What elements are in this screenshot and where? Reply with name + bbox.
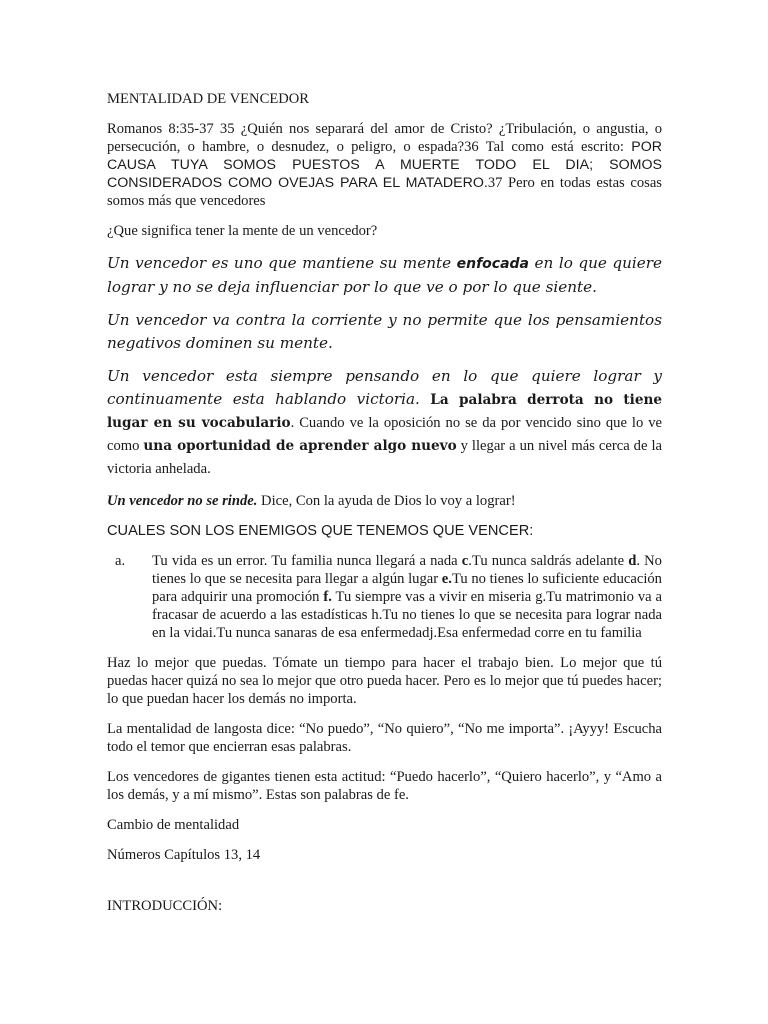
list-item bbox=[107, 552, 662, 642]
langosta-paragraph: La mentalidad de langosta dice: “No puedo”, “No quiero”, “No me importa”. ¡Ayyy! Escucha todo el temor que encierran esas palabras. bbox=[107, 721, 662, 755]
list-text-2: .Tu nunca saldrás adelante bbox=[468, 553, 629, 569]
v3-text-2: y llegar a un nivel más cerca de la victoria anhelada. bbox=[107, 438, 662, 477]
list-marker: a. bbox=[115, 553, 126, 569]
list-text-4: Tu no tienes lo suficiente educación para adquirir una promoción bbox=[152, 571, 662, 605]
v1-bold-word: enfocada bbox=[456, 256, 529, 272]
list-bold-d: d bbox=[628, 553, 637, 569]
v1-text-a: Un vencedor es uno que mantiene su mente bbox=[107, 254, 457, 272]
document-page bbox=[107, 90, 662, 927]
romanos-quote-caps: POR CAUSA TUYA SOMOS PUESTOS A MUERTE TODO EL DIA; SOMOS CONSIDERADOS COMO OVEJAS PARA EL MATADERO. bbox=[107, 139, 662, 191]
vencedor-paragraph-3 bbox=[107, 365, 662, 480]
v1-text-b: en lo que quiere lograr y no se deja influenciar por lo que ve o por lo que siente. bbox=[107, 254, 662, 296]
vencedor-paragraph-2: Un vencedor va contra la corriente y no permite que los pensamientos negativos dominen su mente. bbox=[107, 311, 662, 352]
romanos-text-2: 37 Pero en todas estas cosas somos más que vencedores bbox=[107, 175, 662, 209]
vencedor-paragraph-1 bbox=[107, 252, 662, 299]
list-text-5: Tu siempre vas a vivir en miseria g.Tu matrimonio va a fracasar de acuerdo a las estadísticas h.Tu no tienes lo que se necesita para lograr nada en la vidai.Tu nunca sanaras de esa enfermedadj.Esa enfermedad corre en tu familia bbox=[152, 589, 663, 641]
haz-lo-mejor-paragraph: Haz lo mejor que puedas. Tómate un tiempo para hacer el trabajo bien. Lo mejor que tú puedas hacer quizá no sea lo mejor que otro pueda hacer. Pero es lo mejor que tú puedes hacer; lo que puedan hacer los demás no importa. bbox=[107, 655, 662, 707]
rinde-text: Dice, Con la ayuda de Dios lo voy a lograr! bbox=[257, 493, 516, 509]
numeros-line: Números Capítulos 13, 14 bbox=[107, 847, 261, 863]
cambio-line: Cambio de mentalidad bbox=[107, 817, 240, 833]
rinde-line bbox=[107, 492, 662, 510]
list-bold-c: c bbox=[461, 553, 469, 569]
v3-text-1: . Cuando ve la oposición no se da por vencido sino que lo ve como bbox=[107, 415, 663, 454]
list-bold-f: f. bbox=[323, 589, 332, 605]
rinde-bold: Un vencedor no se rinde. bbox=[107, 493, 258, 509]
list-bold-e: e. bbox=[441, 571, 452, 587]
v3-bold-2: una oportunidad de aprender algo nuevo bbox=[143, 438, 457, 454]
enemigos-list bbox=[107, 552, 662, 642]
question-line: ¿Que significa tener la mente de un vencedor? bbox=[107, 223, 378, 239]
list-text-3: . No tienes lo que se necesita para llegar a algún lugar bbox=[152, 553, 662, 587]
romanos-passage bbox=[107, 120, 662, 210]
romanos-text-1: Romanos 8:35-37 35 ¿Quién nos separará del amor de Cristo? ¿Tribulación, o angustia, o persecución, o hambre, o desnudez, o peligro, o espada?36 Tal como está escrito: bbox=[107, 121, 662, 155]
v3-bold-1: La palabra derrota no tiene lugar en su vocabulario bbox=[107, 392, 663, 431]
introduccion-heading: INTRODUCCIÓN: bbox=[107, 898, 223, 914]
list-text-1: Tu vida es un error. Tu familia nunca llegará a nada bbox=[152, 553, 462, 569]
v3-italic: Un vencedor esta siempre pensando en lo que quiere lograr y continuamente esta hablando victoria. bbox=[107, 367, 662, 408]
gigantes-paragraph: Los vencedores de gigantes tienen esta actitud: “Puedo hacerlo”, “Quiero hacerlo”, y “Amo a los demás, y a mí mismo”. Estas son palabras de fe. bbox=[107, 769, 662, 803]
enemigos-heading: CUALES SON LOS ENEMIGOS QUE TENEMOS QUE VENCER: bbox=[107, 523, 534, 539]
document-title: MENTALIDAD DE VENCEDOR bbox=[107, 91, 310, 107]
